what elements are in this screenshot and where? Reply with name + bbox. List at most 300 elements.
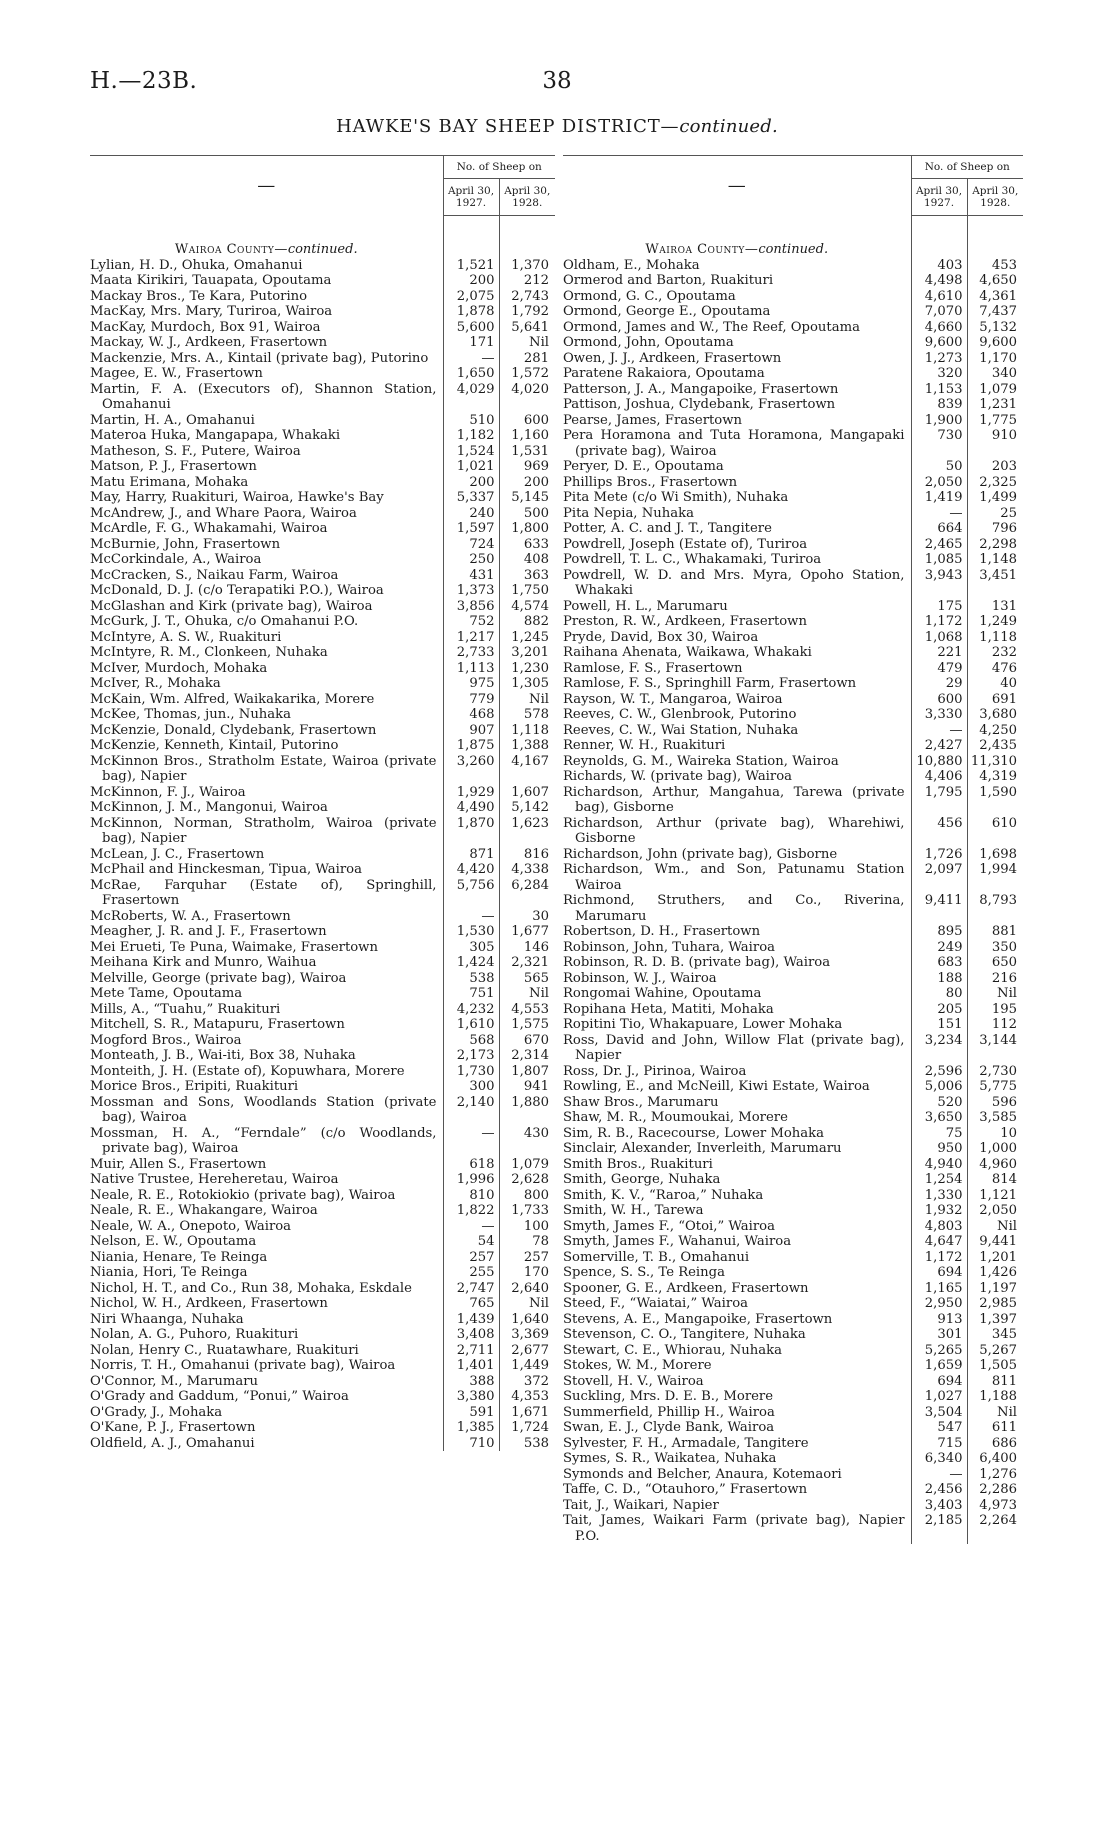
owner-name: O'Connor, M., Marumaru — [90, 1373, 259, 1389]
table-row — [563, 769, 1023, 785]
sheep-count-1928: 3,680 — [967, 707, 1023, 723]
sheep-count-1927: 3,260 — [443, 754, 499, 785]
owner-name: Ropitini Tio, Whakapuare, Lower Mohaka — [563, 1017, 843, 1032]
sheep-count-1927: 5,337 — [443, 490, 499, 506]
sheep-count-1928: 1,397 — [967, 1312, 1023, 1328]
table-row — [563, 1265, 1023, 1281]
sheep-count-1927: 3,330 — [911, 707, 967, 723]
sheep-count-group-header: No. of Sheep on — [911, 156, 1023, 179]
table-row — [563, 397, 1023, 413]
sheep-count-1927: 403 — [911, 258, 967, 274]
sheep-count-1928: 5,132 — [967, 320, 1023, 336]
left-table-body — [90, 216, 555, 1452]
sheep-count-1927: 1,439 — [443, 1312, 499, 1328]
sheep-count-1928: 3,585 — [967, 1110, 1023, 1126]
owner-name: Reeves, C. W., Glenbrook, Putorino — [563, 707, 797, 722]
owner-name: Pita Mete (c/o Wi Smith), Nuhaka — [563, 490, 789, 505]
owner-name: Rayson, W. T., Mangaroa, Wairoa — [563, 691, 783, 707]
sheep-count-1928: 3,451 — [967, 568, 1023, 599]
sheep-count-1927: 1,900 — [911, 413, 967, 429]
sheep-count-1928: 9,600 — [967, 335, 1023, 351]
sheep-count-group-header: No. of Sheep on — [443, 156, 555, 179]
table-row — [563, 1343, 1023, 1359]
sheep-count-1927: 1,068 — [911, 630, 967, 646]
sheep-count-1928: 4,553 — [499, 1002, 555, 1018]
sheep-count-1927: 7,070 — [911, 304, 967, 320]
owner-name: Stovell, H. V., Wairoa — [563, 1373, 704, 1389]
table-row — [90, 707, 555, 723]
sheep-count-1928: 578 — [499, 707, 555, 723]
sheep-count-1928: 1,505 — [967, 1358, 1023, 1374]
sheep-count-1928: 1,305 — [499, 676, 555, 692]
owner-name: Suckling, Mrs. D. E. B., Morere — [563, 1389, 774, 1404]
sheep-count-1927: 752 — [443, 614, 499, 630]
owner-name: Symes, S. R., Waikatea, Nuhaka — [563, 1451, 777, 1466]
owner-name: Ormond, John, Opoutama — [563, 335, 734, 350]
table-row — [563, 1017, 1023, 1033]
owner-name: Native Trustee, Hereheretau, Wairoa — [90, 1172, 339, 1187]
year-1928-header: April 30, 1928. — [967, 179, 1023, 216]
sheep-count-1928: 1,170 — [967, 351, 1023, 367]
owner-name: Pattison, Joshua, Clydebank, Frasertown — [563, 397, 836, 412]
sheep-count-1928: 1,118 — [967, 630, 1023, 646]
table-row — [563, 955, 1023, 971]
owner-name: McAndrew, J., and Whare Paora, Wairoa — [90, 505, 357, 521]
owner-name: Niri Whaanga, Nuhaka — [90, 1311, 244, 1327]
document-code: H.—23B. — [90, 68, 198, 94]
owner-name: McKinnon, Norman, Stratholm, Wairoa (private bag), Napier — [90, 815, 437, 846]
sheep-count-1927: 4,406 — [911, 769, 967, 785]
table-row — [563, 862, 1023, 893]
table-row — [563, 1141, 1023, 1157]
table-row — [90, 909, 555, 925]
sheep-count-1928: 476 — [967, 661, 1023, 677]
table-row — [90, 1017, 555, 1033]
table-row — [90, 1172, 555, 1188]
owner-name: Mete Tame, Opoutama — [90, 986, 243, 1001]
sheep-count-1927: 5,600 — [443, 320, 499, 336]
sheep-count-1927: 810 — [443, 1188, 499, 1204]
table-row — [563, 1451, 1023, 1467]
table-row — [90, 754, 555, 785]
table-row — [90, 738, 555, 754]
sheep-count-1928: 2,730 — [967, 1064, 1023, 1080]
sheep-count-1928: 5,267 — [967, 1343, 1023, 1359]
sheep-count-1927: 75 — [911, 1126, 967, 1142]
table-row — [563, 1498, 1023, 1514]
sheep-count-1928: 5,142 — [499, 800, 555, 816]
owner-name: Reynolds, G. M., Waireka Station, Wairoa — [563, 753, 839, 769]
owner-name: Swan, E. J., Clyde Bank, Wairoa — [563, 1420, 775, 1435]
sheep-count-1927: 839 — [911, 397, 967, 413]
sheep-count-1928: 882 — [499, 614, 555, 630]
sheep-count-1927: 54 — [443, 1234, 499, 1250]
sheep-count-1927: 1,524 — [443, 444, 499, 460]
sheep-count-1927: 1,730 — [443, 1064, 499, 1080]
table-row — [90, 676, 555, 692]
table-row — [90, 1312, 555, 1328]
owner-name: McIver, Murdoch, Mohaka — [90, 660, 268, 676]
sheep-count-1928: 100 — [499, 1219, 555, 1235]
table-row — [90, 506, 555, 522]
table-row — [90, 304, 555, 320]
owner-name: Ormerod and Barton, Ruakituri — [563, 273, 774, 288]
table-row — [563, 382, 1023, 398]
sheep-count-1927: 240 — [443, 506, 499, 522]
owner-name: Ormond, James and W., The Reef, Opoutama — [563, 319, 860, 335]
sheep-count-1928: 216 — [967, 971, 1023, 987]
table-row — [90, 568, 555, 584]
sheep-count-1927: 1,424 — [443, 955, 499, 971]
sheep-count-1928: 112 — [967, 1017, 1023, 1033]
owner-name: Paratene Rakaiora, Opoutama — [563, 366, 765, 381]
sheep-count-1928: 2,640 — [499, 1281, 555, 1297]
sheep-count-1928: 212 — [499, 273, 555, 289]
sheep-count-1928: 1,623 — [499, 816, 555, 847]
sheep-count-1927: 249 — [911, 940, 967, 956]
sheep-count-1928: 1,590 — [967, 785, 1023, 816]
sheep-count-1928: 1,230 — [499, 661, 555, 677]
owner-name: Taffe, C. D., “Otauhoro,” Frasertown — [563, 1482, 808, 1497]
sheep-count-1928: 1,231 — [967, 397, 1023, 413]
table-row — [90, 955, 555, 971]
sheep-count-1927: 200 — [443, 273, 499, 289]
owner-name: Powdrell, W. D. and Mrs. Myra, Opoho Station, Whakaki — [563, 567, 905, 598]
table-row — [563, 320, 1023, 336]
owner-name: Mackenzie, Mrs. A., Kintail (private bag), Putorino — [90, 350, 429, 366]
sheep-count-1927: 4,490 — [443, 800, 499, 816]
sheep-count-1927: 2,747 — [443, 1281, 499, 1297]
table-row — [90, 583, 555, 599]
sheep-count-1928: 1,575 — [499, 1017, 555, 1033]
owner-name: Rongomai Wahine, Opoutama — [563, 986, 762, 1001]
owner-name: McKinnon, J. M., Mangonui, Wairoa — [90, 800, 328, 815]
owner-name: Meagher, J. R. and J. F., Frasertown — [90, 924, 327, 939]
owner-name: Robinson, John, Tuhara, Wairoa — [563, 939, 775, 955]
sheep-count-1927: 600 — [911, 692, 967, 708]
sheep-count-1928: 1,249 — [967, 614, 1023, 630]
owner-name: McRae, Farquhar (Estate of), Springhill, Frasertown — [90, 877, 437, 908]
sheep-count-1927: 1,610 — [443, 1017, 499, 1033]
sheep-count-1927: — — [443, 1219, 499, 1235]
owner-name: McArdle, F. G., Whakamahi, Wairoa — [90, 521, 328, 536]
sheep-count-1927: 1,165 — [911, 1281, 967, 1297]
sheep-count-1927: 3,380 — [443, 1389, 499, 1405]
sheep-count-1927: 221 — [911, 645, 967, 661]
sheep-count-1927: 188 — [911, 971, 967, 987]
sheep-count-1928: 1,148 — [967, 552, 1023, 568]
owner-name: Smith Bros., Ruakituri — [563, 1156, 713, 1172]
table-row — [90, 1389, 555, 1405]
sheep-count-1927: 1,932 — [911, 1203, 967, 1219]
sheep-count-1928: 1,426 — [967, 1265, 1023, 1281]
table-row — [563, 785, 1023, 816]
sheep-count-1927: 2,140 — [443, 1095, 499, 1126]
owner-name: MacKay, Murdoch, Box 91, Wairoa — [90, 319, 321, 335]
sheep-count-1927: 510 — [443, 413, 499, 429]
table-row — [90, 552, 555, 568]
sheep-count-1927: 1,273 — [911, 351, 967, 367]
sheep-count-1927: 2,050 — [911, 475, 967, 491]
sheep-count-1928: 3,201 — [499, 645, 555, 661]
table-row — [563, 1327, 1023, 1343]
sheep-count-1928: 800 — [499, 1188, 555, 1204]
sheep-count-1927: 568 — [443, 1033, 499, 1049]
table-row — [90, 490, 555, 506]
table-row — [90, 878, 555, 909]
table-row — [563, 258, 1023, 274]
sheep-count-1928: 78 — [499, 1234, 555, 1250]
sheep-count-1927: 1,597 — [443, 521, 499, 537]
sheep-count-1928: 372 — [499, 1374, 555, 1390]
owner-name: McKain, Wm. Alfred, Waikakarika, Morere — [90, 691, 375, 707]
sheep-count-1927: 730 — [911, 428, 967, 459]
owner-name: McGlashan and Kirk (private bag), Wairoa — [90, 598, 373, 614]
table-row — [563, 289, 1023, 305]
sheep-count-1927: 694 — [911, 1374, 967, 1390]
table-row — [563, 1374, 1023, 1390]
table-row — [90, 428, 555, 444]
table-row — [90, 1079, 555, 1095]
table-row — [90, 351, 555, 367]
table-row — [563, 661, 1023, 677]
sheep-count-1928: 1,994 — [967, 862, 1023, 893]
sheep-count-1928: 4,353 — [499, 1389, 555, 1405]
sheep-count-1927: 5,265 — [911, 1343, 967, 1359]
sheep-count-1928: 691 — [967, 692, 1023, 708]
sheep-count-1928: 1,572 — [499, 366, 555, 382]
sheep-count-1927: 664 — [911, 521, 967, 537]
table-row — [90, 599, 555, 615]
owner-name: Smyth, James F., Wahanui, Wairoa — [563, 1234, 792, 1249]
sheep-count-1927: 2,456 — [911, 1482, 967, 1498]
table-row — [563, 521, 1023, 537]
table-row — [563, 1312, 1023, 1328]
owner-name: Monteath, J. B., Wai-iti, Box 38, Nuhaka — [90, 1048, 356, 1063]
title-main: HAWKE'S BAY SHEEP DISTRICT— — [336, 116, 680, 137]
sheep-count-1927: 907 — [443, 723, 499, 739]
sheep-count-1928: 4,960 — [967, 1157, 1023, 1173]
owner-name: Smith, W. H., Tarewa — [563, 1203, 704, 1218]
sheep-count-1928: 4,250 — [967, 723, 1023, 739]
table-row — [90, 1048, 555, 1064]
owner-name: Magee, E. W., Frasertown — [90, 366, 263, 381]
sheep-count-1927: 479 — [911, 661, 967, 677]
sheep-count-1928: 195 — [967, 1002, 1023, 1018]
sheep-count-1927: 200 — [443, 475, 499, 491]
owner-name: Robertson, D. H., Frasertown — [563, 924, 761, 939]
sheep-count-1928: 816 — [499, 847, 555, 863]
owner-name: Owen, J. J., Ardkeen, Frasertown — [563, 350, 782, 366]
owner-name: Matheson, S. F., Putere, Wairoa — [90, 443, 301, 459]
sheep-count-1927: 1,929 — [443, 785, 499, 801]
sheep-count-1928: Nil — [499, 692, 555, 708]
table-row — [563, 1296, 1023, 1312]
owner-name: Stevenson, C. O., Tangitere, Nuhaka — [563, 1327, 806, 1342]
sheep-count-1928: 1,531 — [499, 444, 555, 460]
owner-name: Mei Erueti, Te Puna, Waimake, Frasertown — [90, 939, 378, 955]
owner-name: MacKay, Mrs. Mary, Turiroa, Wairoa — [90, 304, 333, 319]
table-row — [563, 1420, 1023, 1436]
sheep-count-1927: 1,650 — [443, 366, 499, 382]
owner-name: O'Grady and Gaddum, “Ponui,” Wairoa — [90, 1389, 349, 1404]
owner-name: Pita Nepia, Nuhaka — [563, 505, 694, 521]
table-row — [563, 351, 1023, 367]
table-row — [90, 335, 555, 351]
sheep-count-1927: 3,856 — [443, 599, 499, 615]
table-row — [563, 971, 1023, 987]
sheep-count-1928: 363 — [499, 568, 555, 584]
sheep-count-1928: 3,144 — [967, 1033, 1023, 1064]
owner-name: McRoberts, W. A., Frasertown — [90, 908, 291, 924]
sheep-count-1927: 895 — [911, 924, 967, 940]
table-row — [90, 273, 555, 289]
sheep-count-1927: 4,232 — [443, 1002, 499, 1018]
owner-name: O'Kane, P. J., Frasertown — [90, 1420, 256, 1435]
table-row — [563, 537, 1023, 553]
owner-name: Niania, Henare, Te Reinga — [90, 1249, 268, 1265]
sheep-count-1927: 151 — [911, 1017, 967, 1033]
owner-name: Mills, A., “Tuahu,” Ruakituri — [90, 1001, 281, 1017]
sheep-count-1927: 255 — [443, 1265, 499, 1281]
sheep-count-1927: 257 — [443, 1250, 499, 1266]
owner-name: McIntyre, A. S. W., Ruakituri — [90, 629, 282, 645]
sheep-count-1927: 80 — [911, 986, 967, 1002]
owner-name: Mogford Bros., Wairoa — [90, 1032, 242, 1048]
sheep-count-1927: 547 — [911, 1420, 967, 1436]
sheep-count-1928: 796 — [967, 521, 1023, 537]
owner-name: Preston, R. W., Ardkeen, Frasertown — [563, 614, 807, 629]
sheep-count-1927: 3,234 — [911, 1033, 967, 1064]
sheep-count-1927: 1,385 — [443, 1420, 499, 1436]
table-row — [563, 1172, 1023, 1188]
owner-name: Rowling, E., and McNeill, Kiwi Estate, Wairoa — [563, 1079, 870, 1094]
sheep-count-1927: 1,521 — [443, 258, 499, 274]
sheep-count-1928: 8,793 — [967, 893, 1023, 924]
sheep-count-1927: 9,600 — [911, 335, 967, 351]
table-row — [563, 692, 1023, 708]
table-row — [563, 1033, 1023, 1064]
sheep-count-1927: 694 — [911, 1265, 967, 1281]
owner-name: Renner, W. H., Ruakituri — [563, 738, 726, 753]
sheep-count-1927: 2,733 — [443, 645, 499, 661]
owner-name: Spooner, G. E., Ardkeen, Frasertown — [563, 1280, 809, 1296]
owner-name: Shaw, M. R., Moumoukai, Morere — [563, 1110, 788, 1125]
table-row — [563, 1219, 1023, 1235]
table-row — [90, 366, 555, 382]
sheep-count-1927: 1,021 — [443, 459, 499, 475]
owner-name: Tait, J., Waikari, Napier — [563, 1497, 719, 1513]
sheep-count-1928: 941 — [499, 1079, 555, 1095]
sheep-count-1928: 1,276 — [967, 1467, 1023, 1483]
sheep-count-1928: 814 — [967, 1172, 1023, 1188]
owner-name: McKenzie, Donald, Clydebank, Frasertown — [90, 722, 377, 738]
table-row — [90, 382, 555, 413]
sheep-count-1927: 1,254 — [911, 1172, 967, 1188]
owner-name: McIver, R., Mohaka — [90, 676, 221, 691]
table-row — [90, 1033, 555, 1049]
sheep-count-1928: 1,640 — [499, 1312, 555, 1328]
sheep-count-1928: 5,145 — [499, 490, 555, 506]
table-row — [563, 707, 1023, 723]
sheep-count-1928: 6,400 — [967, 1451, 1023, 1467]
sheep-count-1927: 250 — [443, 552, 499, 568]
sheep-count-1927: 6,340 — [911, 1451, 967, 1467]
table-row — [90, 258, 555, 274]
owner-name: Niania, Hori, Te Reinga — [90, 1265, 248, 1280]
owner-name: Maata Kirikiri, Tauapata, Opoutama — [90, 273, 332, 288]
sheep-count-1928: 1,079 — [499, 1157, 555, 1173]
owner-name: Nolan, Henry C., Ruatawhare, Ruakituri — [90, 1342, 359, 1358]
table-row — [90, 971, 555, 987]
owner-name: Somerville, T. B., Omahanui — [563, 1249, 750, 1265]
owner-name: Pryde, David, Box 30, Wairoa — [563, 629, 759, 645]
sheep-count-1927: 765 — [443, 1296, 499, 1312]
sheep-count-1928: 4,167 — [499, 754, 555, 785]
sheep-count-1928: 2,050 — [967, 1203, 1023, 1219]
owner-name: Ramlose, F. S., Springhill Farm, Frasertown — [563, 676, 857, 691]
table-row — [90, 692, 555, 708]
sheep-count-1928: Nil — [967, 1405, 1023, 1421]
sheep-count-1927: 4,647 — [911, 1234, 967, 1250]
table-row — [563, 506, 1023, 522]
sheep-table-left — [90, 155, 555, 1451]
sheep-count-1927: 4,420 — [443, 862, 499, 878]
table-row — [563, 1188, 1023, 1204]
sheep-count-1928: 4,361 — [967, 289, 1023, 305]
table-row — [563, 630, 1023, 646]
sheep-count-1928: 811 — [967, 1374, 1023, 1390]
sheep-count-1928: 2,325 — [967, 475, 1023, 491]
owner-name: Sylvester, F. H., Armadale, Tangitere — [563, 1435, 809, 1451]
table-row — [563, 676, 1023, 692]
owner-name: McLean, J. C., Frasertown — [90, 846, 265, 862]
owner-name: McDonald, D. J. (c/o Terapatiki P.O.), Wairoa — [90, 583, 384, 598]
table-row — [90, 1234, 555, 1250]
table-row — [563, 1234, 1023, 1250]
sheep-count-1927: 1,113 — [443, 661, 499, 677]
sheep-count-1928: 1,499 — [967, 490, 1023, 506]
sheep-count-1928: 10 — [967, 1126, 1023, 1142]
owner-name: Richmond, Struthers, and Co., Riverina, Marumaru — [563, 893, 905, 924]
owner-name: McPhail and Hinckesman, Tipua, Wairoa — [90, 862, 362, 877]
sheep-count-1927: 1,996 — [443, 1172, 499, 1188]
owner-name: Melville, George (private bag), Wairoa — [90, 970, 347, 986]
right-table-body — [563, 216, 1023, 1545]
sheep-count-1928: 2,321 — [499, 955, 555, 971]
table-row — [563, 459, 1023, 475]
sheep-count-1928: 633 — [499, 537, 555, 553]
owner-name: Richardson, Arthur (private bag), Wharehiwi, Gisborne — [563, 815, 905, 846]
table-row — [563, 273, 1023, 289]
sheep-count-1927: 29 — [911, 676, 967, 692]
sheep-count-1927: 468 — [443, 707, 499, 723]
sheep-count-1928: 611 — [967, 1420, 1023, 1436]
sheep-count-1928: 1,671 — [499, 1405, 555, 1421]
table-row — [563, 1389, 1023, 1405]
owner-name: Mackay Bros., Te Kara, Putorino — [90, 288, 308, 304]
sheep-count-1927: 751 — [443, 986, 499, 1002]
sheep-count-1928: 1,197 — [967, 1281, 1023, 1297]
sheep-count-1927: 9,411 — [911, 893, 967, 924]
table-row — [563, 847, 1023, 863]
sheep-count-1928: 1,118 — [499, 723, 555, 739]
sheep-count-1928: 170 — [499, 1265, 555, 1281]
sheep-count-1927: 2,427 — [911, 738, 967, 754]
table-row — [563, 924, 1023, 940]
table-row — [563, 1157, 1023, 1173]
owner-name: Richardson, Wm., and Son, Patunamu Station Wairoa — [563, 862, 905, 893]
